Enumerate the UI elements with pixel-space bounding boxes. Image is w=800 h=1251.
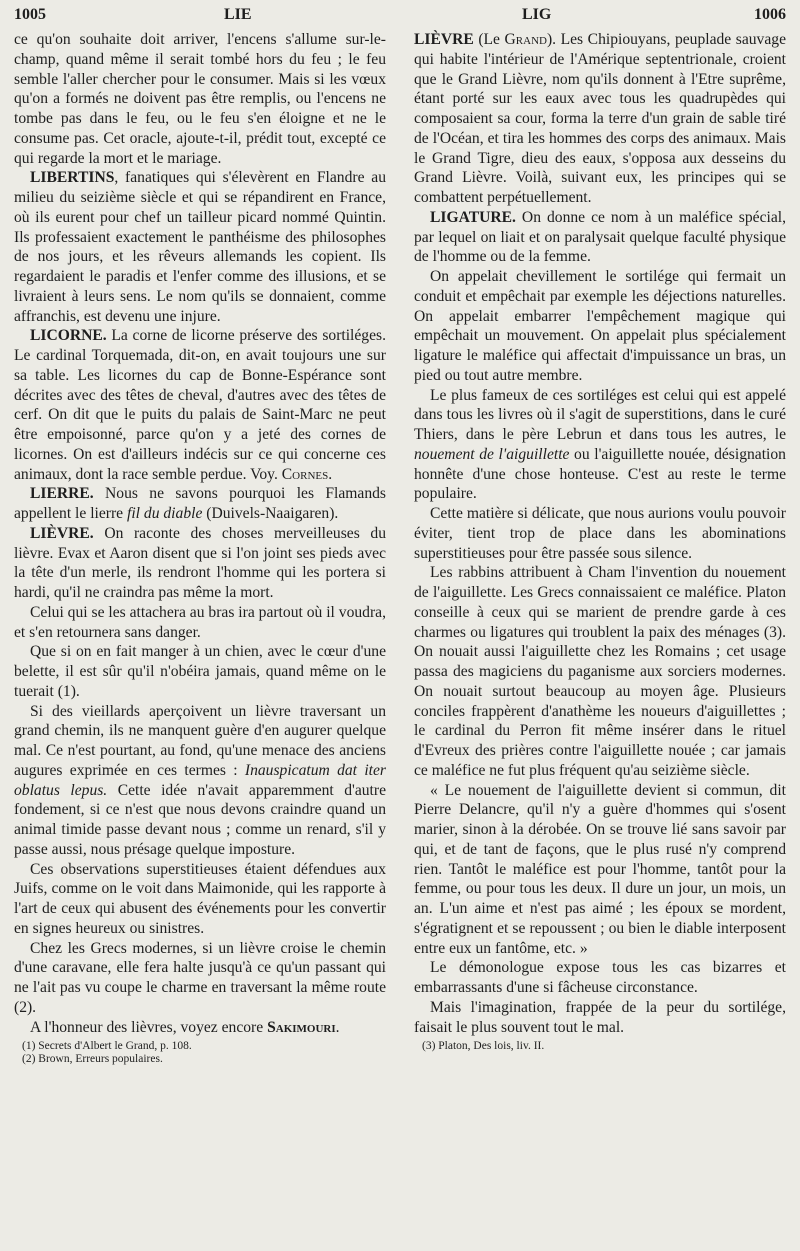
left-running-head: LIE <box>224 6 252 23</box>
entry-text: Nous ne savons pourquoi les Flamands appellent le lierre <box>14 485 386 522</box>
entry-text: La corne de licorne préserve des sortiléges. Le cardinal Torquemada, dit-on, en avait toujours une sur sa table. Les licornes du cap de Bonne-Espérance sont décrites avec des têtes de cheval, d'autres avec des têtes de cerf. On dit que le puits du palais de Saint-Marc ne peut être empoisonné, parce qu'on y a jeté des cornes de licornes. On est d'ailleurs indécis sur ce qui concerne ces animaux, dont la race semble perdue. Voy. <box>14 327 386 483</box>
italic-phrase: nouement de l'aiguillette <box>414 445 570 463</box>
quotation: « Le nouement de l'aiguillette devient si commun, dit Pierre Delancre, qu'il n'y a guère d'hommes qui s'osent marier, sinon à la dérobée. On se trouve lié sans savoir par qui, et de tant de façons, que le plus rusé n'y comprend rien. Tantôt le maléfice est pour l'homme, tantôt pour la femme, ou pour tous les deux. Il dure un jour, un mois, un an. L'un aime et n'est pas aimé ; les époux se mordent, s'égratignent et se repoussent ; ou bien le diable interposent entre eux un fantôme, etc. » <box>414 781 786 957</box>
entry-licorne: LICORNE. La corne de licorne préserve des sortiléges. Le cardinal Torquemada, dit-on, en avait toujours une sur sa table. Les licornes du cap de Bonne-Espérance sont décrites avec des têtes de cheval, d'autres avec des têtes de cerf. On dit que le puits du palais de Saint-Marc ne peut être empoisonné, parce qu'on y a jeté des cornes de licornes. On est d'ailleurs indécis sur ce qui concerne ces animaux, dont la race semble perdue. Voy. Cornes. <box>14 327 386 483</box>
paragraph: Chez les Grecs modernes, si un lièvre croise le chemin d'une caravane, elle fera halte jusqu'à ce qu'un passant qui ne l'ait pas vu coupe le charme en traversant la même route (2). <box>14 939 386 1016</box>
entry-ligature <box>414 208 786 267</box>
entry-term: LIGATURE. <box>430 208 516 226</box>
paragraph: Mais l'imagination, frappée de la peur du sortilége, faisait le plus souvent tout le mal. <box>414 998 786 1036</box>
paragraph: Que si on en fait manger à un chien, avec le cœur d'une belette, il est sûr qu'il n'obéira jamais, quand même on le tuerait (1). <box>14 643 386 700</box>
paragraph: A l'honneur des lièvres, voyez encore Sakimouri. <box>30 1018 340 1036</box>
paragraph: Ces observations superstitieuses étaient défendues aux Juifs, comme on le voit dans Maimonide, qui les rapporte à l'art de ceux qui abusent des événements pour les convertir en signes heureux ou sinistres. <box>14 860 386 937</box>
entry-continuation: ce qu'on souhaite doit arriver, l'encens s'allume sur-le-champ, quand même il serait tombé hors du feu ; le feu semble l'aller chercher pour le consumer. Mais si les vœux qu'on a formés ne doivent pas être remplis, ou l'encens ne tombe pas dans le feu, ou le feu s'en éloigne et ne le consume pas. Cet oracle, ajoute-t-il, prédit tout, excepté ce qui regarde la mort et le mariage. <box>14 31 386 167</box>
paragraph: Le démonologue expose tous les cas bizarres et embarrassants d'une si fâcheuse circonstance. <box>414 959 786 996</box>
paragraph: Si des vieillards aperçoivent un lièvre traversant un grand chemin, ils ne manquent guère d'en augurer quelque mal. Ce n'est pourtant, au fond, qu'une menace des anciens augures exprimée en ces termes : Inauspicatum dat iter oblatus lepus. Cette idée n'avait apparemment d'autre fondement, si ce n'est que nous devons craindre quand un animal timide passe devant nous ; comme un renard, s'il y passe aussi, nous présage quelque imposture. <box>14 702 386 858</box>
entry-text: ). Les Chipiouyans, peuplade sauvage qui habite l'intérieur de l'Amérique septentrionale, croient que le Grand Lièvre, nom qu'ils donnent à l'Etre suprême, étant porté sur les eaux avec tous les quadrupèdes qui composaient sa cour, forma la terre d'un grain de sable tiré de l'Océan, et tira les hommes des corps des animaux. Mais le Grand Tigre, dieu des eaux, s'opposa aux desseins du Grand Lièvre. Voilà, suivant eux, les principes qui se combattent perpétuellement. <box>414 31 786 206</box>
paragraph: Le plus fameux de ces sortiléges est celui qui est appelé dans tous les livres où il s'agit de superstitions, dans le curé Thiers, dans le père Lebrun et dans tous les autres, le nouement de l'aiguillette ou l'aiguillette nouée, désignation honnête d'une chose honteuse. C'est au reste le terme populaire. <box>414 386 786 503</box>
entry-term: LIÈVRE <box>414 31 474 48</box>
entry-term: LIBERTINS <box>30 169 115 187</box>
right-page-number: 1006 <box>754 6 786 23</box>
entry-lievre <box>14 524 386 603</box>
paragraph: Les rabbins attribuent à Cham l'invention du nouement de l'aiguillette. Les Grecs connaissaient ce maléfice. Platon conseille à ceux qui se marient de prendre garde à ces charmes ou ligatures qui troublent la paix des ménages (3). On nouait aussi l'aiguillette chez les Romains ; cet usage passa des magiciens du paganisme aux sorciers modernes. On nouait surtout beaucoup au moyen âge. Plusieurs conciles frappèrent d'anathème les noueurs d'aiguillettes ; le cardinal du Perron fit même insérer dans le rituel d'Evreux des prières contre l'aiguillette nouée ; car jamais ce maléfice ne fut plus fréquent qu'au seizième siècle. <box>414 564 786 779</box>
italic-phrase: fil du diable <box>127 505 203 522</box>
left-column <box>14 30 386 1066</box>
latin-quote: Inauspicatum dat iter oblatus lepus. <box>14 761 386 799</box>
footnote: (2) Brown, Erreurs populaires. <box>22 1053 163 1066</box>
footnote: (1) Secrets d'Albert le Grand, p. 108. <box>22 1040 192 1053</box>
entry-lievre-grand: LIÈVRE (Le Grand). Les Chipiouyans, peuplade sauvage qui habite l'intérieur de l'Amérique septentrionale, croient que le Grand Lièvre, nom qu'ils donnent à l'Etre suprême, étant porté sur les eaux avec tous les quadrupèdes qui composaient sa cour, forma la terre d'un grain de sable tiré de l'Océan, et tira les hommes des corps des animaux. Mais le Grand Tigre, dieu des eaux, s'opposa aux desseins du Grand Lièvre. Voilà, suivant eux, les principes qui se combattent perpétuellement. <box>414 31 786 206</box>
footnotes <box>414 1040 786 1053</box>
paragraph: Celui qui se les attachera au bras ira partout où il voudra, et s'en retournera sans danger. <box>14 603 386 641</box>
entry-term: LICORNE. <box>30 327 107 345</box>
footnotes <box>14 1040 386 1066</box>
entry-term: LIÈVRE. <box>30 524 94 542</box>
cross-reference: Sakimouri <box>267 1018 336 1036</box>
entry-term: LIERRE. <box>30 485 94 503</box>
entry-libertins <box>14 168 386 326</box>
entry-text: , fanatiques qui s'élevèrent en Flandre au milieu du seizième siècle et qui se répandirent en France, où ils eurent pour chef un tailleur picard nommé Quintin. Ils professaient exactement le panthéisme des philosophes de nos jours, et les rêveurs allemands les copient. Ils regardaient le paradis et l'enfer comme des illusions, et se livraient à leurs sens. Le nom qu'ils se donnaient, comme affranchis, est devenu une injure. <box>14 169 386 325</box>
left-page-number: 1005 <box>14 6 46 23</box>
right-column <box>414 30 786 1053</box>
entry-lierre: LIERRE. Nous ne savons pourquoi les Flamands appellent le lierre fil du diable (Duivels-Naaigaren). <box>14 485 386 522</box>
right-running-head: LIG <box>522 6 552 23</box>
paragraph: Cette matière si délicate, que nous aurions voulu pouvoir éviter, tient trop de place dans les abominations superstitieuses pour être passée sous silence. <box>414 505 786 562</box>
paragraph: On appelait chevillement le sortilége qui fermait un conduit et empêchait par exemple les déjections naturelles. On appelait embarrer l'empêchement magique qui empêchait un mouvement. On appelait plus spécialement ligature le maléfice qui affectait d'impuissance un bras, un pied ou tout autre membre. <box>414 268 786 384</box>
entry-text: On raconte des choses merveilleuses du lièvre. Evax et Aaron disent que si l'on joint ses pieds avec la tête d'un merle, ils rendront l'homme qui les portera si hardi, qu'il ne craindra pas même la mort. <box>14 524 386 601</box>
footnote: (3) Platon, Des lois, liv. II. <box>422 1040 545 1053</box>
entry-text: On donne ce nom à un maléfice spécial, par lequel on liait et on paralysait quelque faculté physique de l'homme ou de la femme. <box>414 208 786 266</box>
running-header <box>14 6 786 30</box>
cross-reference: Cornes <box>281 465 329 483</box>
